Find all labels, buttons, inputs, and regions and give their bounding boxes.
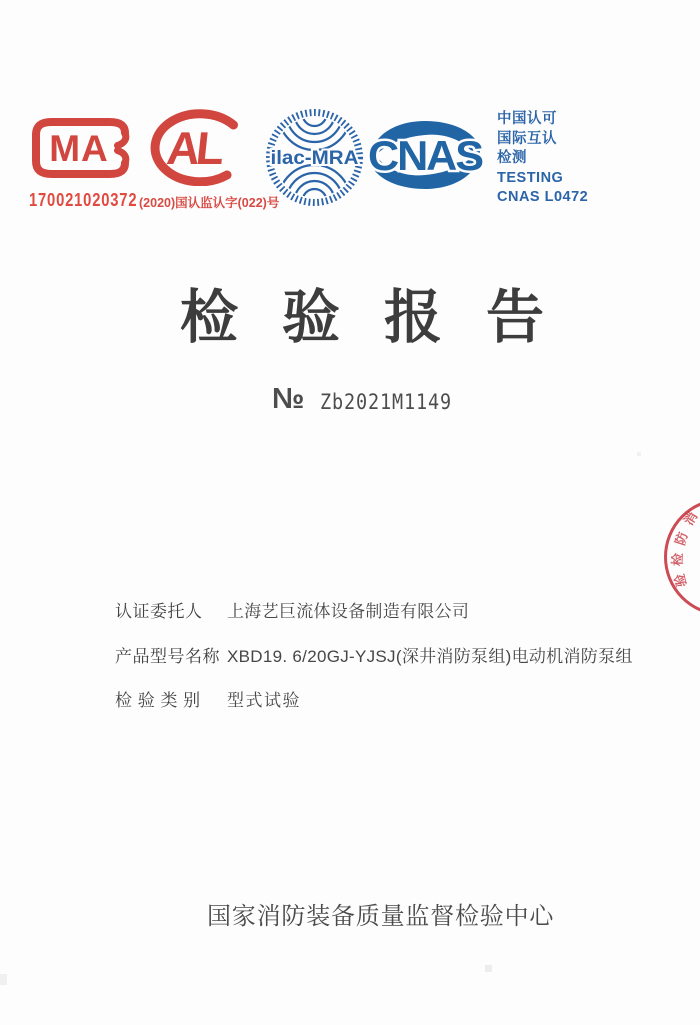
- red-seal-character: 检: [669, 552, 686, 567]
- field-value-applicant: 上海艺巨流体设备制造有限公司: [227, 602, 470, 621]
- numero-sign: №: [272, 383, 305, 415]
- red-seal-character: 验: [671, 572, 690, 589]
- cma-approval-number: (2020)国认监认字(022)号: [139, 196, 280, 210]
- ilac-mra-label: ilac-MRA: [270, 148, 359, 169]
- report-number-line: [0, 381, 700, 421]
- scan-speck: [485, 965, 492, 972]
- cal-logo-icon: [149, 108, 251, 186]
- cal-letters: AL: [164, 122, 224, 174]
- accreditation-line: CNAS L0472: [497, 189, 589, 205]
- cnas-logo-icon: [365, 114, 485, 196]
- cma-logo-icon: [31, 116, 133, 180]
- field-row-product-model: [115, 645, 675, 668]
- accreditation-line: TESTING: [497, 169, 564, 186]
- scan-speck: [0, 974, 7, 985]
- field-row-inspection-type: [115, 689, 675, 712]
- accreditation-line: 国际互认: [497, 130, 557, 147]
- issuing-organization: 国家消防装备质量监督检验中心: [207, 903, 555, 930]
- field-label-product-model: 产品型号名称: [115, 647, 220, 666]
- red-seal-character: 防: [672, 529, 691, 548]
- field-label-inspection-type: 检 验 类 别: [115, 691, 201, 710]
- field-value-product-model: XBD19. 6/20GJ-YJSJ(深井消防泵组)电动机消防泵组: [227, 647, 633, 666]
- red-seal-character: 消: [680, 509, 700, 528]
- report-title: 检验报告: [180, 285, 589, 350]
- cnas-accreditation-text: [497, 110, 588, 208]
- cma-letters: MA: [49, 128, 109, 169]
- field-label-applicant: 认证委托人: [115, 602, 203, 621]
- cma-license-number: 170021020372: [29, 190, 138, 210]
- accreditation-line: 检测: [497, 150, 527, 166]
- ilac-mra-logo-icon: [265, 108, 364, 207]
- field-value-inspection-type: 型式试验: [227, 691, 301, 710]
- scan-speck: [637, 452, 641, 456]
- cnas-letters: CNAS: [368, 132, 484, 179]
- report-number-value: Zb2021M1149: [320, 390, 453, 414]
- accreditation-line: 中国认可: [497, 111, 557, 127]
- field-row-applicant: [115, 600, 675, 623]
